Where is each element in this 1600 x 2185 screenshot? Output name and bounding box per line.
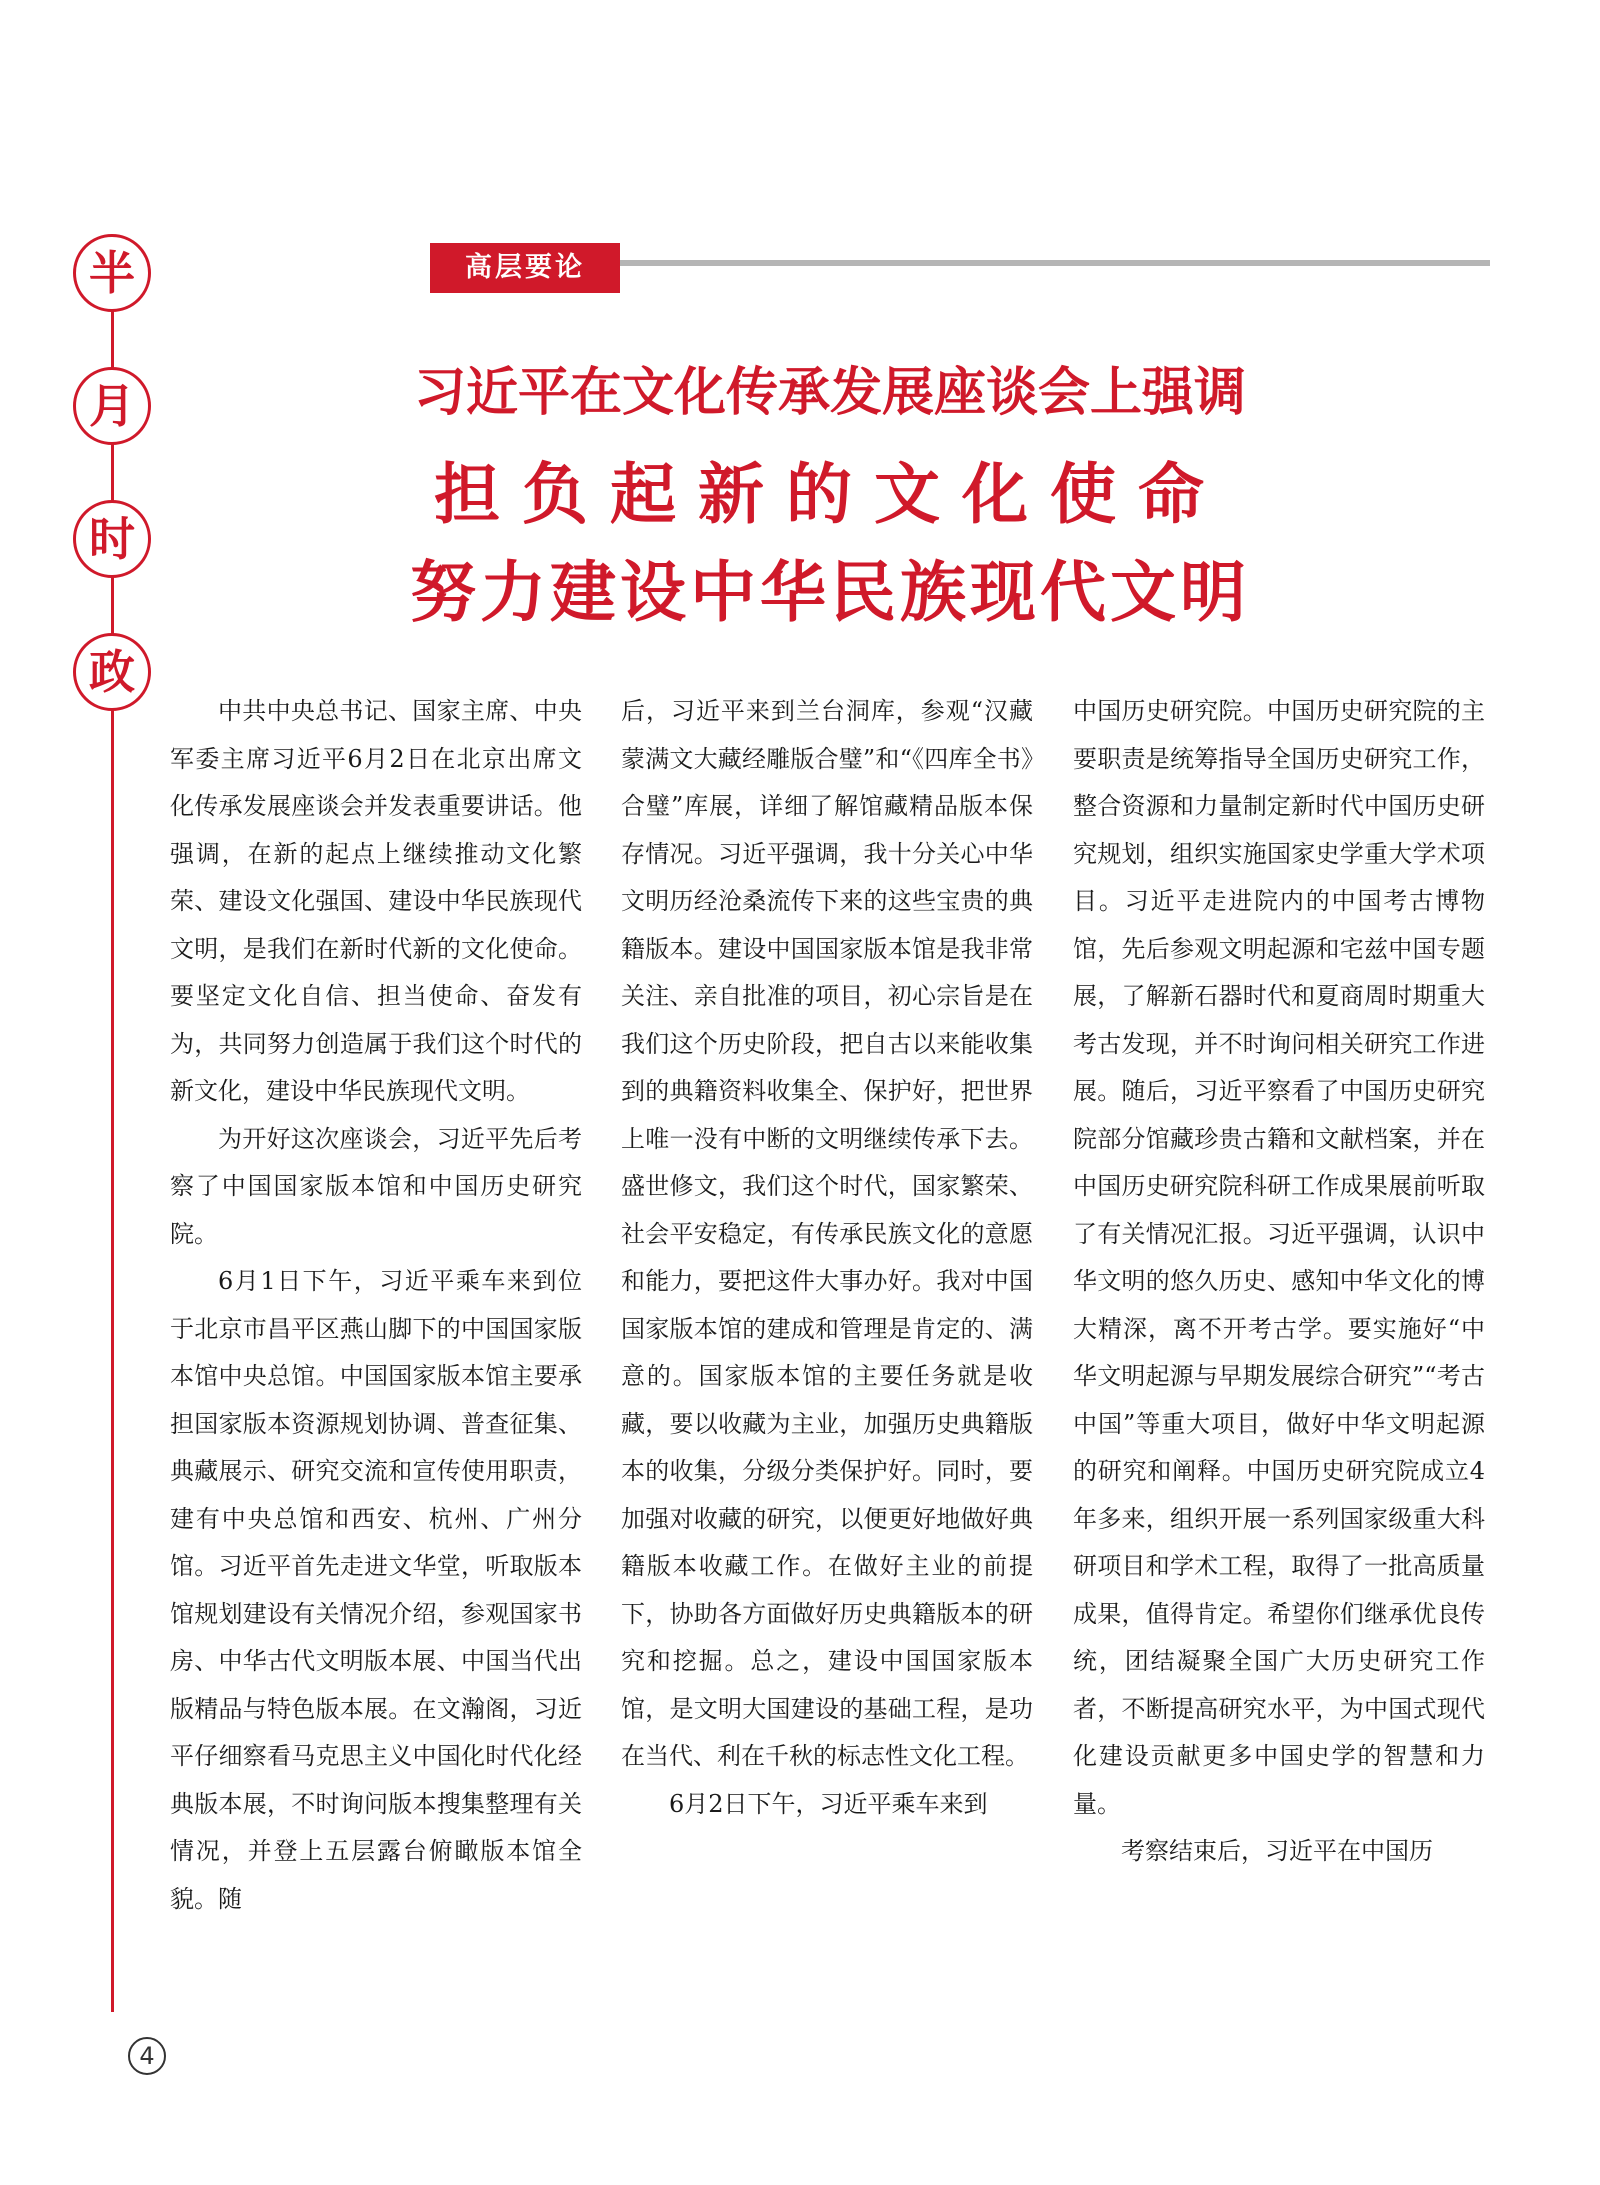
paragraph: 中共中央总书记、国家主席、中央军委主席习近平6月2日在北京出席文化传承发展座谈会并发表重要讲话。他强调，在新的起点上继续推动文化繁荣、建设文化强国、建设中华民族现代文明，是我们在新时代新的文化使命。要坚定文化自信、担当使命、奋发有为，共同努力创造属于我们这个时代的新文化，建设中华民族现代文明。 [170,697,582,1105]
headline-kicker: 习近平在文化传承发展座谈会上强调 [413,363,1246,423]
paragraph-continued: 后，习近平来到兰台洞库，参观“汉藏蒙满文大藏经雕版合璧”和“《四库全书》合璧”库展，详细了解馆藏精品版本保存情况。习近平强调，我十分关心中华文明历经沧桑流传下来的这些宝贵的典籍版本。建设中国国家版本馆是我非常关注、亲自批准的项目，初心宗旨是在我们这个历史阶段，把自古以来能收集到的典籍资料收集全、保护好，把世界上唯一没有中断的文明继续传承下去。盛世修文，我们这个时代，国家繁荣、社会平安稳定，有传承民族文化的意愿和能力，要把这件大事办好。我对中国国家版本馆的建成和管理是肯定的、满意的。国家版本馆的主要任务就是收藏，要以收藏为主业，加强历史典籍版本的收集，分级分类保护好。同时，要加强对收藏的研究，以便更好地做好典籍版本收藏工作。在做好主业的前提下，协助各方面做好历史典籍版本的研究和挖掘。总之，建设中国国家版本馆，是文明大国建设的基础工程，是功在当代、利在千秋的标志性文化工程。 [621,697,1033,1770]
paragraph: 考察结束后，习近平在中国历 [1121,1837,1433,1865]
section-tag: 高层要论 [430,243,620,293]
headline-main-line-1: 担负起新的文化使命 [434,456,1226,533]
masthead-char-4: 政 [73,633,151,711]
paragraph: 为开好这次座谈会，习近平先后考察了中国国家版本馆和中国历史研究院。 [170,1124,582,1248]
article-column-1 [170,688,582,1923]
masthead-char-1: 半 [73,234,151,312]
headline-main-line-2: 努力建设中华民族现代文明 [410,554,1250,631]
masthead-char-3: 时 [73,500,151,578]
section-divider [620,260,1490,266]
masthead-char-2: 月 [73,367,151,445]
article-column-3 [1073,688,1485,1876]
paragraph: 6月2日下午，习近平乘车来到 [669,1789,988,1818]
paragraph-continued: 中国历史研究院。中国历史研究院的主要职责是统筹指导全国历史研究工作，整合资源和力量制定新时代中国历史研究规划，组织实施国家史学重大学术项目。习近平走进院内的中国考古博物馆，先后参观文明起源和宅兹中国专题展，了解新石器时代和夏商周时期重大考古发现，并不时询问相关研究工作进展。随后，习近平察看了中国历史研究院部分馆藏珍贵古籍和文献档案，并在中国历史研究院科研工作成果展前听取了有关情况汇报。习近平强调，认识中华文明的悠久历史、感知中华文化的博大精深，离不开考古学。要实施好“中华文明起源与早期发展综合研究”“考古中国”等重大项目，做好中华文明起源的研究和阐释。中国历史研究院成立4年多来，组织开展一系列国家级重大科研项目和学术工程，取得了一批高质量成果，值得肯定。希望你们继承优良传统，团结凝聚全国广大历史研究工作者，不断提高研究水平，为中国式现代化建设贡献更多中国史学的智慧和力量。 [1073,697,1485,1818]
page-number: 4 [128,2037,166,2075]
article-column-2 [621,688,1033,1828]
paragraph: 6月1日下午，习近平乘车来到位于北京市昌平区燕山脚下的中国国家版本馆中央总馆。中国国家版本馆主要承担国家版本资源规划协调、普查征集、典藏展示、研究交流和宣传使用职责，建有中央总馆和西安、杭州、广州分馆。习近平首先走进文华堂，听取版本馆规划建设有关情况介绍，参观国家书房、中华古代文明版本展、中国当代出版精品与特色版本展。在文瀚阁，习近平仔细察看马克思主义中国化时代化经典版本展，不时询问版本搜集整理有关情况，并登上五层露台俯瞰版本馆全貌。随 [170,1267,582,1913]
